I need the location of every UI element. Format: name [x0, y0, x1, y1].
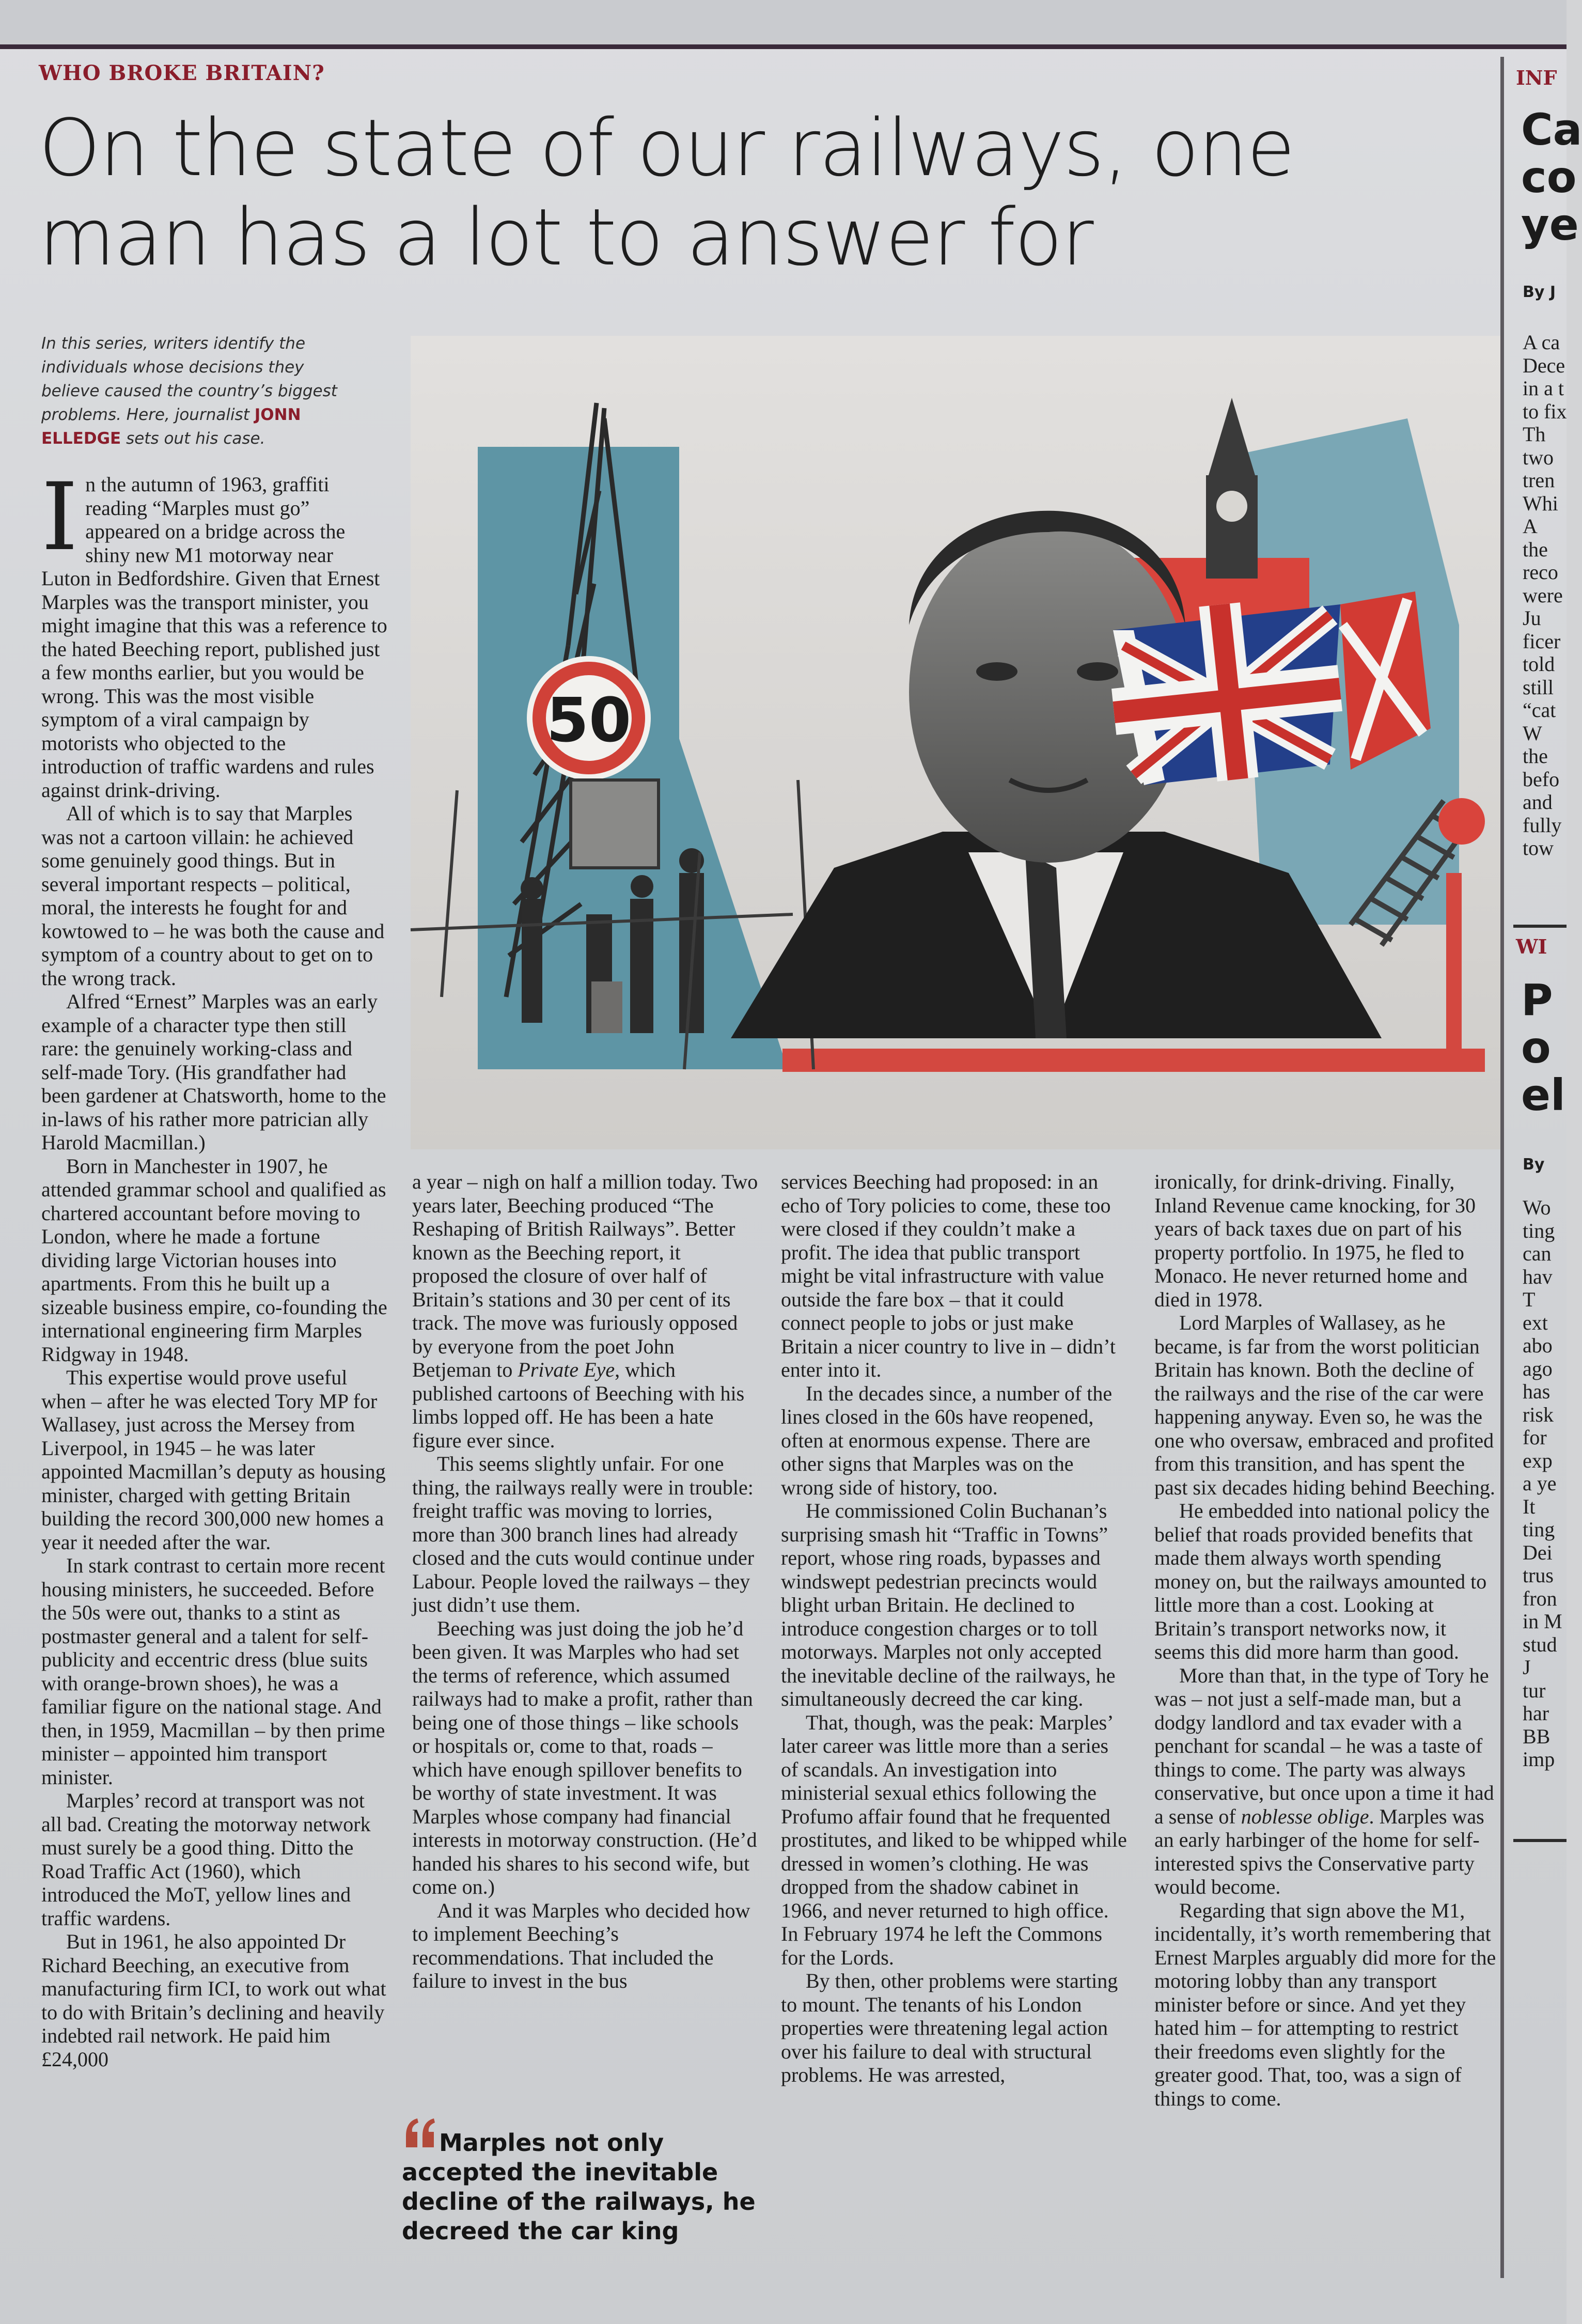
paragraph: This expertise would prove useful when – after he was elected Tory MP for Wallasey, just across the Mersey from Liverpool, in 1945 – he was later appointed Macmillan’s deputy as housing minister, charged with getting Britain building the record 300,000 new homes a year it needed after the war.	[41, 1366, 386, 1554]
neighbor-text-line: a ye	[1523, 1472, 1557, 1495]
neighbor-text-line: can	[1523, 1242, 1552, 1265]
neighbor-text-line: fully	[1523, 813, 1562, 837]
neighbor-byline-2: By	[1523, 1156, 1545, 1174]
neighbor-divider	[1513, 925, 1567, 928]
neighbor-text-line: exp	[1523, 1448, 1553, 1472]
neighbor-kicker-2: WI	[1516, 935, 1547, 958]
neighbor-text-line: tur	[1523, 1678, 1546, 1702]
neighbor-text-line: two	[1523, 445, 1554, 469]
neighbor-text-line: abo	[1523, 1334, 1553, 1357]
paragraph: Regarding that sign above the M1, incidentally, it’s worth remembering that Ernest Marples arguably did more for the motoring lobby than any transport minister before or since. And yet they hated him – for attempting to restrict their freedoms even slightly for the greater good. That, too, was a sign of things to come.	[1154, 1898, 1496, 2110]
neighbor-text-line: Wo	[1523, 1196, 1551, 1219]
article-column-2	[412, 1170, 758, 1993]
neighbor-text-line: BB	[1523, 1724, 1550, 1748]
neighbor-headline-line: Ca	[1521, 104, 1582, 155]
neighbor-text-line: A ca	[1523, 331, 1560, 354]
neighbor-headline-line: co	[1521, 152, 1577, 202]
neighbor-text-line: were	[1523, 583, 1563, 607]
neighbor-text-line: imp	[1523, 1748, 1555, 1771]
paragraph: Marples’ record at transport was not all bad. Creating the motorway network must surely be a good thing. Ditto the Road Traffic Act (1960), which introduced the MoT, yellow lines and traffic wardens.	[41, 1789, 371, 1930]
neighbor-text-line: has	[1523, 1380, 1550, 1403]
paragraph: Beeching was just doing the job he’d been given. It was Marples who had set the terms of reference, which assumed railways had to make a profit, rather than being one of those things – like schools or hospitals or, come to that, roads – which have enough spillover benefits to be worthy of state investment. It was Marples whose company had financial interests in motorway construction. (He’d handed his shares to his second wife, but come on.)	[412, 1616, 757, 1898]
paragraph: services Beeching had proposed: in an echo of Tory policies to come, these too were closed if they couldn’t make a profit. The idea that public transport might be vital infrastructure with value outside the fare box – that it could connect people to jobs or just make Britain a nicer country to live in – didn’t enter into it.	[781, 1170, 1116, 1381]
neighbor-text-line: the	[1523, 537, 1548, 561]
neighbor-text-line: reco	[1523, 560, 1558, 584]
neighbor-headline-2-line: o	[1521, 1022, 1551, 1073]
neighbor-text-line: in a t	[1523, 377, 1564, 400]
neighbor-text-line: ting	[1523, 1518, 1555, 1541]
neighbor-text-line: ting	[1523, 1219, 1555, 1242]
neighbor-text-line: Ju	[1523, 606, 1541, 630]
neighbor-text-line: tren	[1523, 469, 1555, 492]
neighbor-text-line: for	[1523, 1426, 1547, 1449]
paragraph: In stark contrast to certain more recent housing ministers, he succeeded. Before the 50s were out, thanks to a stint as postmaster general and a talent for self-publicity and eccentric dress (blue suits with orange-brown shoes), he was a familiar figure on the national stage. And then, in 1959, Macmillan – by then prime minister – appointed him transport minister.	[41, 1554, 385, 1789]
neighbor-text-line: told	[1523, 652, 1555, 676]
standfirst-tail: sets out his case.	[126, 429, 265, 448]
neighbor-text-line: T	[1523, 1288, 1536, 1311]
neighbor-text-line: A	[1523, 514, 1538, 538]
paragraph: All of which is to say that Marples was not a cartoon villain: he achieved some genuinely good things. But in several important respects – political, moral, the interests he fought for and kowtowed to – he was both the cause and symptom of a country about to get on to the wrong track.	[41, 802, 385, 990]
neighbor-text-line: in M	[1523, 1610, 1562, 1633]
article-column-4	[1154, 1170, 1500, 2110]
neighbor-text-line: hav	[1523, 1265, 1553, 1288]
paragraph: He embedded into national policy the belief that roads provided benefits that made them always worth spending money on, but the railways amounted to little more than a cost. Looking at Britain’s transport networks now, it seems this did more harm than good.	[1154, 1499, 1490, 1663]
column-divider	[1500, 57, 1504, 2278]
paragraph: He commissioned Colin Buchanan’s surprising smash hit “Traffic in Towns” report, whose ring roads, bypasses and windswept pedestrian precincts would blight urban Britain. He declined to introduce congestion charges or to toll motorways. Marples not only accepted the inevitable decline of the railways, he simultaneously decreed the car king.	[781, 1499, 1116, 1710]
paragraph: In the decades since, a number of the lines closed in the 60s have reopened, often at enormous expense. There are other signs that Marples was on the wrong side of history, too.	[781, 1381, 1113, 1499]
neighbor-text-line: Dei	[1523, 1540, 1553, 1564]
paragraph: But in 1961, he also appointed Dr Richard Beeching, an executive from manufacturing firm ICI, to work out what to do with Britain’s declining and heavily indebted rail network. He paid him £24,000	[41, 1930, 386, 2071]
paragraph: In the autumn of 1963, graffiti reading “Marples must go” appeared on a bridge across the shiny new M1 motorway near Luton in Bedfordshire. Given that Ernest Marples was the transport minister, you might imagine that this was a reference to the hated Beeching report, published just a few months earlier, but you would be wrong. This was the most visible symptom of a viral campaign by motorists who objected to the introduction of traffic wardens and rules against drink-driving.	[41, 463, 387, 802]
collage-illustration	[411, 336, 1503, 1149]
neighbor-text-line: risk	[1523, 1402, 1554, 1426]
paragraph: By then, other problems were starting to mount. The tenants of his London properties were threatening legal action over his failure to deal with structural problems. He was arrested,	[781, 1969, 1118, 2086]
pull-quote: Marples not only accepted the inevitable decline of the railways, he decreed the car king	[402, 2129, 756, 2245]
neighbor-text-line: and	[1523, 790, 1553, 814]
neighbor-text-line: fron	[1523, 1586, 1557, 1610]
neighbor-headline-line: ye	[1521, 199, 1579, 250]
neighbor-text-line: ext	[1523, 1311, 1548, 1334]
neighbor-kicker: INF	[1516, 66, 1557, 89]
headline: On the state of our railways, one man has a lot to answer for	[39, 102, 1294, 283]
neighbor-text-line: Dece	[1523, 353, 1565, 377]
neighbor-text-line: stud	[1523, 1632, 1557, 1656]
paragraph: a year – nigh on half a million today. Two years later, Beeching produced “The Reshaping of British Railways”. Better known as the Beeching report, it proposed the closure of over half of Britain’s stations and 30 per cent of its track. The move was furiously opposed by everyone from the poet John Betjeman to Private Eye, which published cartoons of Beeching with his limbs lopped off. He has been a hate figure ever since.	[412, 1170, 758, 1452]
neighbor-divider	[1513, 1839, 1567, 1842]
article-column-1	[41, 463, 387, 2071]
neighbor-byline: By J	[1523, 283, 1556, 301]
neighbor-text-line: “cat	[1523, 698, 1556, 722]
neighbor-text-line: tow	[1523, 836, 1554, 860]
neighbor-text-line: Th	[1523, 423, 1546, 446]
standfirst	[41, 332, 346, 450]
neighbor-text-line: to fix	[1523, 399, 1567, 423]
neighbor-text-line: W	[1523, 721, 1542, 745]
neighbor-text-line: Whi	[1523, 491, 1558, 515]
series-kicker: WHO BROKE BRITAIN?	[39, 61, 325, 85]
author-byline: JONN ELLEDGE	[41, 405, 301, 448]
paragraph: Born in Manchester in 1907, he attended grammar school and qualified as chartered accountant before moving to London, where he made a fortune dividing large Victorian houses into apartments. From this he built up a sizeable business empire, co-founding the international engineering firm Marples Ridgway in 1948.	[41, 1154, 387, 1366]
neighbor-headline-2-line: el	[1521, 1070, 1565, 1120]
neighbor-headline-2-line: P	[1521, 975, 1553, 1025]
article-column-3	[781, 1170, 1127, 2087]
neighbor-text-line: befo	[1523, 767, 1560, 791]
paragraph: More than that, in the type of Tory he was – not just a self-made man, but a dodgy landlord and tax evader with a penchant for scandal – he was a taste of things to come. The party was always conservative, but once upon a time it had a sense of noblesse oblige. Marples was an early harbinger of the home for self-interested spivs the Conservative party would become.	[1154, 1663, 1494, 1898]
paragraph: Alfred “Ernest” Marples was an early example of a character type then still rare: the genuinely working-class and self-made Tory. (His grandfather had been gardener at Chatsworth, home to the in-laws of his rather more patrician ally Harold Macmillan.)	[41, 990, 386, 1154]
standfirst-text: In this series, writers identify the individuals whose decisions they believe caused the country’s biggest problems. Here, journalist	[41, 334, 337, 424]
neighbor-text-line: It	[1523, 1494, 1536, 1518]
neighbor-text-line: J	[1523, 1656, 1531, 1679]
paragraph: This seems slightly unfair. For one thing, the railways really were in trouble: freight traffic was moving to lorries, more than 300 branch lines had already closed and the cuts would continue under Labour. People loved the railways – they just didn’t use them.	[412, 1452, 755, 1616]
paragraph: Lord Marples of Wallasey, as he became, is far from the worst politician Britain has known. Both the decline of the railways and the rise of the car were happening anyway. Even so, he was the one who oversaw, embraced and profited from this transition, and has spent the past six decades hiding behind Beeching.	[1154, 1311, 1495, 1499]
red-bar	[782, 1049, 1485, 1072]
paragraph: That, though, was the peak: Marples’ later career was little more than a series of scandals. An investigation into ministerial sexual ethics following the Profumo affair found that he frequented prostitutes, and liked to be whipped while dressed in women’s clothing. He was dropped from the shadow cabinet in 1966, and never returned to high office. In February 1974 he left the Commons for the Lords.	[781, 1710, 1127, 1969]
neighbor-text-line: har	[1523, 1702, 1549, 1725]
paragraph: ironically, for drink-driving. Finally, Inland Revenue came knocking, for 30 years of back taxes due on part of his property portfolio. In 1975, he fled to Monaco. He never returned home and died in 1978.	[1154, 1170, 1476, 1311]
paragraph: And it was Marples who decided how to implement Beeching’s recommendations. That included the failure to invest in the bus	[412, 1898, 750, 1992]
neighbor-text-line: the	[1523, 744, 1548, 768]
neighbor-text-line: still	[1523, 675, 1554, 699]
page-top-margin	[0, 0, 1567, 45]
neighbor-text-line: trus	[1523, 1564, 1554, 1587]
speed-limit-number: 50	[546, 684, 632, 756]
top-rule	[0, 44, 1567, 49]
neighbor-text-line: ago	[1523, 1356, 1553, 1380]
drop-cap: I	[41, 463, 79, 571]
neighbor-text-line: ficer	[1523, 629, 1561, 653]
